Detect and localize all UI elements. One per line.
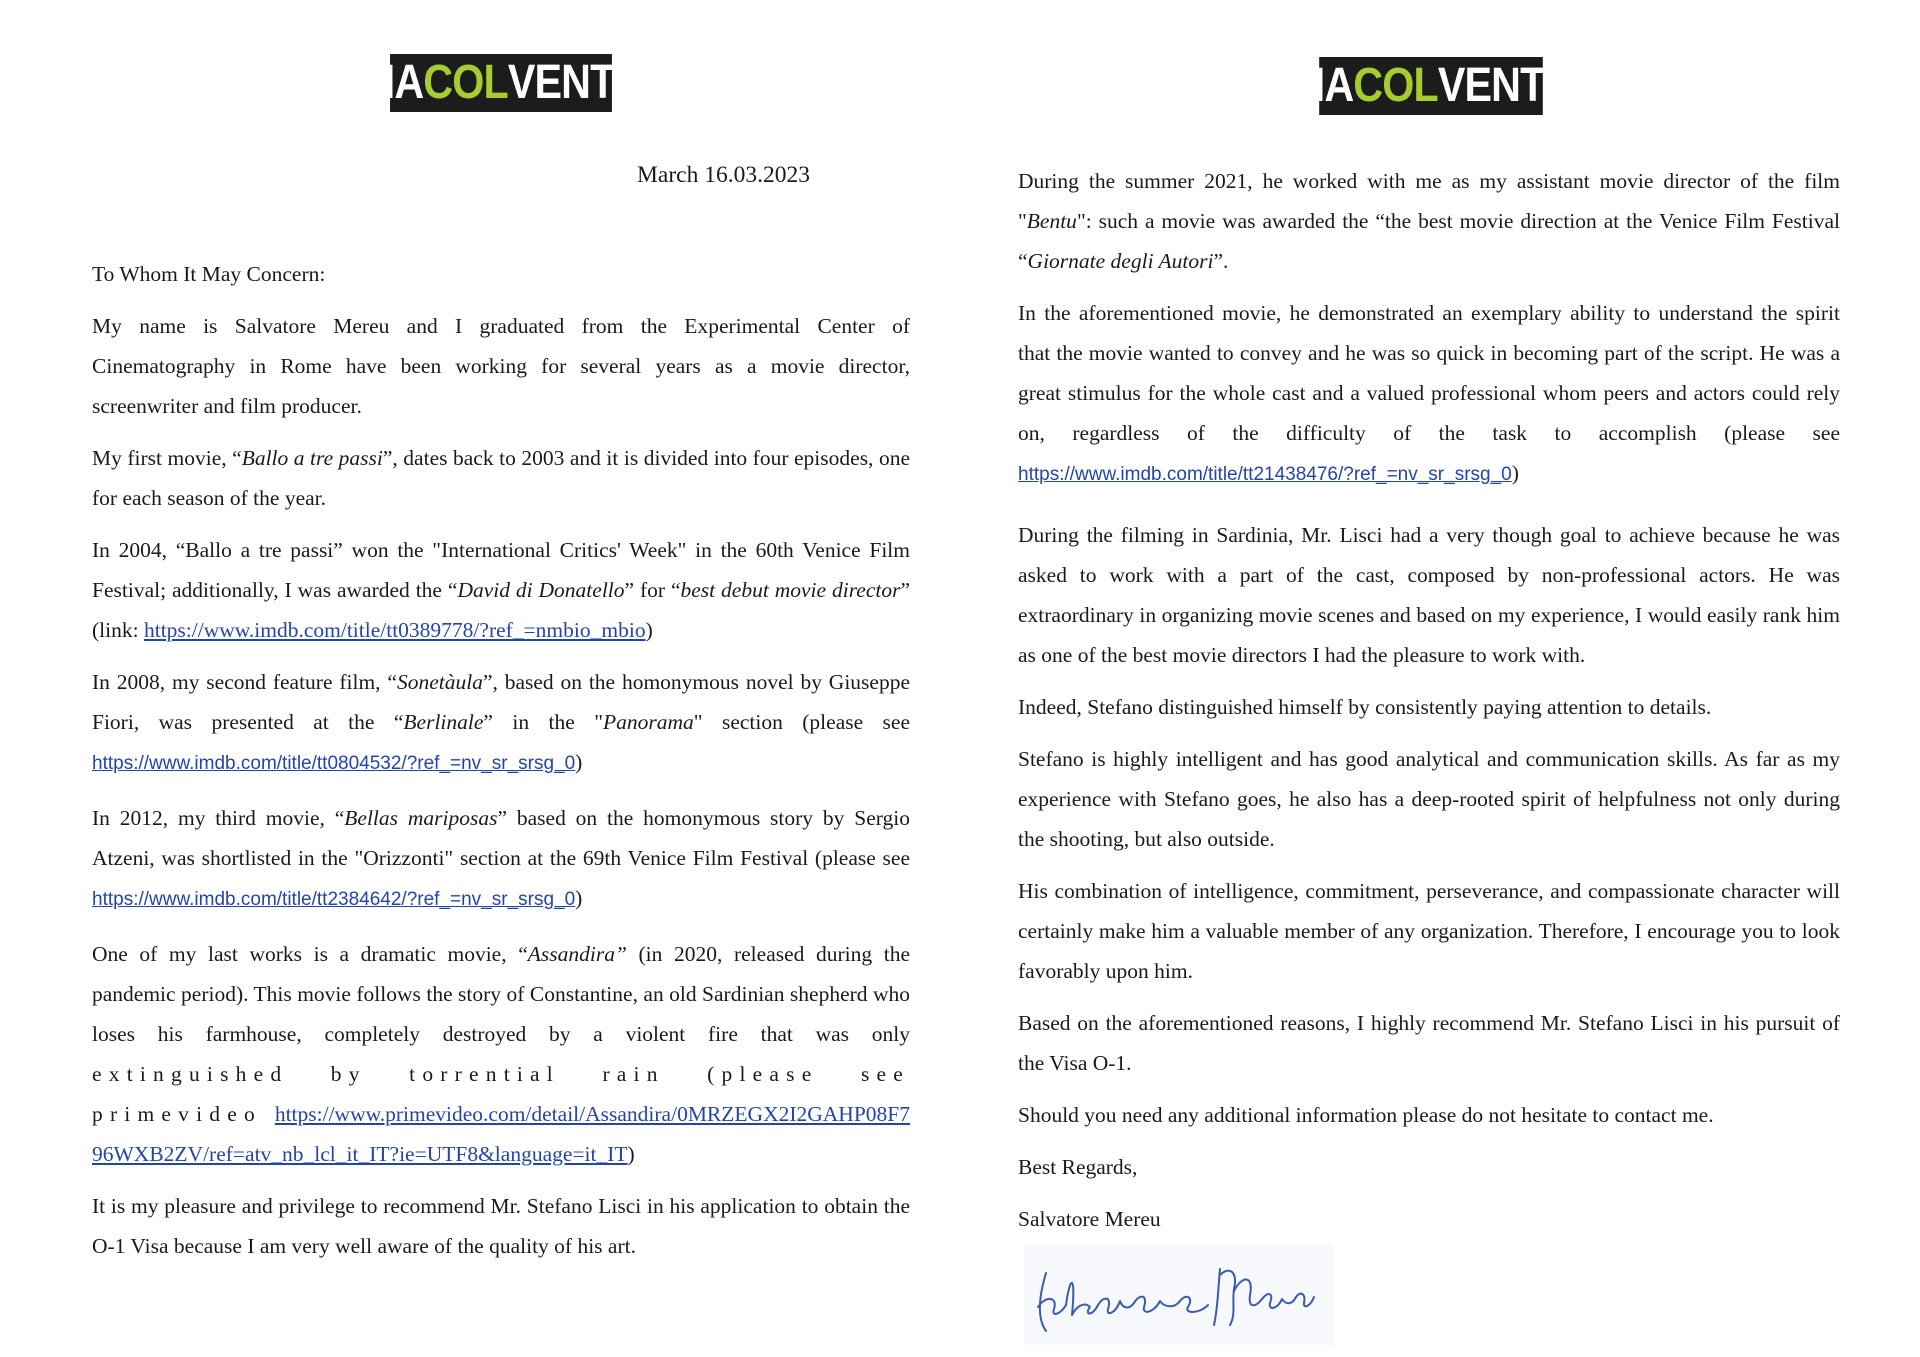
- movie-title: Bentu: [1026, 209, 1077, 233]
- paragraph-character: His combination of intelligence, commitment, perseverance, and compassionate character will certainly make him a valuable member of any organization. Therefore, I encourage you to look favorably upon him.: [1018, 879, 1840, 983]
- closing: Best Regards,: [1018, 1155, 1138, 1179]
- paragraph-first-movie: My first movie, “Ballo a tre passi”, dates back to 2003 and it is divided into four episodes, one for each season of the year.: [92, 446, 910, 510]
- paragraph-bellas-mariposas: In 2012, my third movie, “Bellas mariposas” based on the homonymous story by Sergio Atzeni, was shortlisted in the "Orizzonti" section at the 69th Venice Film Festival (please see https://www.imdb.com/title/tt2384642/?ref_=nv_sr_srsg_0): [92, 806, 911, 910]
- movie-title: Ballo a tre passi: [241, 446, 383, 470]
- handwritten-signature: [1024, 1245, 1334, 1345]
- award-name: David di Donatello: [457, 578, 625, 602]
- imdb-link-bellas-mariposas[interactable]: https://www.imdb.com/title/tt2384642/?ref_=nv_sr_srsg_0: [92, 889, 576, 910]
- paragraph-intelligence: Stefano is highly intelligent and has good analytical and communication skills. As far as my experience with Stefano goes, he also has a deep-rooted spirit of helpfulness not only during the shooting, but also outside.: [1018, 747, 1840, 851]
- festival-name: Berlinale: [403, 710, 484, 734]
- movie-title: Assandira”: [527, 942, 627, 966]
- movie-title: Sonetàula: [396, 670, 483, 694]
- imdb-link-ballo[interactable]: https://www.imdb.com/title/tt0389778/?ref_=nmbio_mbio: [143, 618, 646, 642]
- letter-page-2: [960, 0, 1920, 1357]
- paragraph-sardinia-filming: During the filming in Sardinia, Mr. Lisci had a very though goal to achieve because he was asked to work with a part of the cast, composed by non-professional actors. He was extraordinary in organizing movie scenes and based on my experience, I would easily rank him as one of the best movie directors I had the pleasure to work with.: [1018, 523, 1840, 667]
- salutation: To Whom It May Concern:: [92, 262, 326, 286]
- paragraph-sonetaula: In 2008, my second feature film, “Sonetàula”, based on the homonymous novel by Giuseppe Fiori, was presented at the “Berlinale” in the "Panorama" section (please see https://www.imdb.com/title/tt0804532/?ref_=nv_sr_srsg_0): [92, 670, 911, 774]
- viacolvento-logo: VIA COL VENTO: [1319, 57, 1543, 115]
- viacolvento-logo: VIA COL VENTO: [390, 54, 612, 112]
- paragraph-contact: Should you need any additional information please do not hesitate to contact me.: [1018, 1103, 1714, 1127]
- letter-date: March 16.03.2023: [637, 162, 810, 188]
- imdb-link-bentu[interactable]: https://www.imdb.com/title/tt21438476/?ref_=nv_sr_srsg_0: [1018, 464, 1512, 485]
- primevideo-link-assandira[interactable]: https://www.primevideo.com/detail/Assandira/0MRZEGX2I2GAHP08F796WXB2ZV/ref=atv_nb_lcl_it_IT?ie=UTF8&language=it_IT: [92, 1102, 910, 1166]
- letter-body-page-1: [92, 254, 910, 1278]
- signatory-name: Salvatore Mereu: [1018, 1207, 1161, 1231]
- paragraph-intro: My name is Salvatore Mereu and I graduated from the Experimental Center of Cinematography in Rome have been working for several years as a movie director, screenwriter and film producer.: [92, 314, 910, 418]
- paragraph-demonstrated-ability: In the aforementioned movie, he demonstrated an exemplary ability to understand the spirit that the movie wanted to convey and he was so quick in becoming part of the script. He was a great stimulus for the whole cast and a valued professional whom peers and actors could rely on, regardless of the difficulty of the task to accomplish (please see https://www.imdb.com/title/tt21438476/?ref_=nv_sr_srsg_0): [1018, 301, 1840, 485]
- section-name: Giornate degli Autori: [1027, 249, 1214, 273]
- award-category: best debut movie director: [680, 578, 901, 602]
- paragraph-bentu: During the summer 2021, he worked with me as my assistant movie director of the film "Bentu": such a movie was awarded the “the best movie direction at the Venice Film Festival “Giornate degli Autori”.: [1018, 169, 1840, 273]
- section-name: Panorama: [602, 710, 694, 734]
- paragraph-award-2004: In 2004, “Ballo a tre passi” won the "International Critics' Week" in the 60th Venice Film Festival; additionally, I was awarded the “David di Donatello” for “best debut movie director” (link: https://www.imdb.com/title/tt0389778/?ref_=nmbio_mbio): [92, 538, 911, 642]
- paragraph-attention-details: Indeed, Stefano distinguished himself by consistently paying attention to details.: [1018, 695, 1712, 719]
- letter-body-page-2: [1018, 161, 1840, 1251]
- movie-title: Bellas mariposas: [344, 806, 498, 830]
- paragraph-assandira: One of my last works is a dramatic movie, “Assandira” (in 2020, released during the pandemic period). This movie follows the story of Constantine, an old Sardinian shepherd who loses his farmhouse, completely destroyed by a violent fire that was only extinguished by torrential rain (please see primevideo https://www.primevideo.com/detail/Assandira/0MRZEGX2I2GAHP08F796WXB2ZV/ref=atv_nb_lcl_it_IT?ie=UTF8&language=it_IT): [92, 942, 910, 1166]
- paragraph-recommendation: It is my pleasure and privilege to recommend Mr. Stefano Lisci in his application to obtain the O-1 Visa because I am very well aware of the quality of his art.: [92, 1194, 910, 1258]
- paragraph-highly-recommend: Based on the aforementioned reasons, I highly recommend Mr. Stefano Lisci in his pursuit of the Visa O-1.: [1018, 1011, 1840, 1075]
- imdb-link-sonetaula[interactable]: https://www.imdb.com/title/tt0804532/?ref_=nv_sr_srsg_0: [92, 753, 576, 774]
